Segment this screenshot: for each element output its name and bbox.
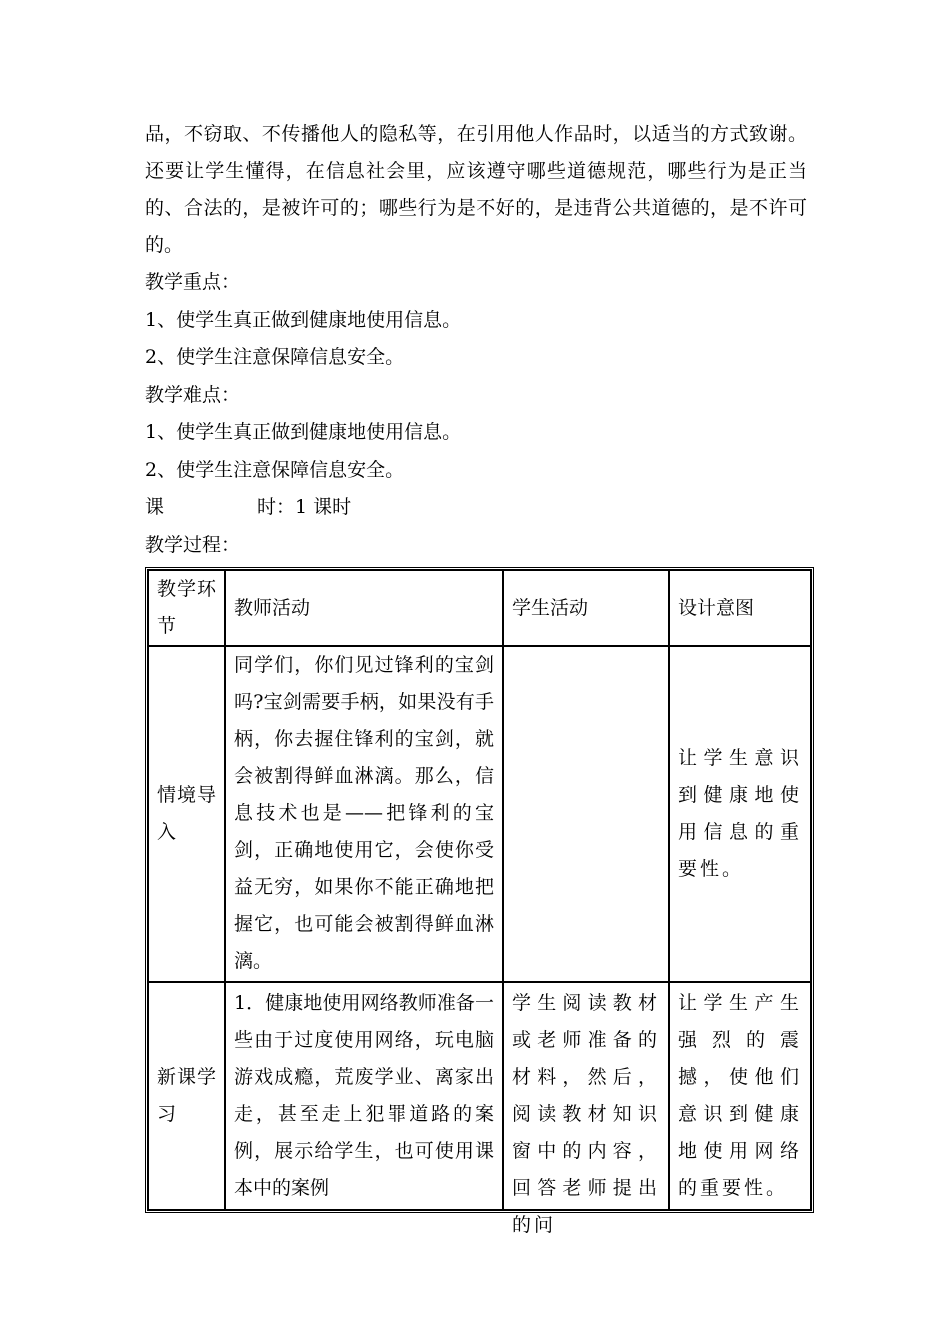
key-points-heading: 教学重点： bbox=[145, 271, 241, 293]
difficult-point-item: 1、使学生真正做到健康地使用信息。 bbox=[145, 421, 462, 443]
teacher-activity-text: 1．健康地使用网络教师准备一些由于过度使用网络，玩电脑游戏成瘾，荒废学业、离家出走，甚至走上犯罪道路的案例，展示给学生，也可使用课本中的案例 bbox=[234, 992, 494, 1199]
class-hours-label-a: 课 bbox=[145, 496, 165, 518]
document-body bbox=[145, 116, 807, 564]
teacher-activity-cell: 同学们，你们见过锋利的宝剑吗?宝剑需要手柄，如果没有手柄，你去握住锋利的宝剑，就会被割得鲜血淋漓。那么，信息技术也是——把锋利的宝剑，正确地使用它，会使你受益无穷，如果你不能正确地把握它，也可能会被割得鲜血淋漓。 bbox=[225, 646, 503, 982]
key-point-item: 2、使学生注意保障信息安全。 bbox=[145, 346, 405, 368]
design-intent-text: 让学生产生强烈的震撼，使他们意识到健康地使用网络的重要性。 bbox=[678, 992, 802, 1199]
key-point-item: 1、使学生真正做到健康地使用信息。 bbox=[145, 308, 462, 331]
design-intent-cell: 让学生意识到健康地使用信息的重要性。 bbox=[669, 646, 811, 982]
header-teacher-activity: 教师活动 bbox=[225, 570, 503, 646]
intro-paragraph: 品，不窃取、不传播他人的隐私等，在引用他人作品时，以适当的方式致谢。还要让学生懂得，在信息社会里，应该遵守哪些道德规范，哪些行为是正当的、合法的，是被许可的；哪些行为是不好的，是违背公共道德的，是不许可的。 bbox=[145, 123, 807, 256]
header-design-intent: 设计意图 bbox=[669, 570, 811, 646]
teacher-activity-cell bbox=[225, 982, 503, 1210]
stage-cell: 新课学习 bbox=[148, 982, 225, 1210]
class-hours-label-b: 时：1 课时 bbox=[257, 496, 352, 518]
difficult-points-heading: 教学难点： bbox=[145, 383, 241, 406]
header-stage: 教学环节 bbox=[148, 570, 225, 646]
student-activity-cell bbox=[503, 982, 669, 1236]
process-heading: 教学过程： bbox=[145, 533, 241, 556]
student-activity-text: 学生阅读教材或老师准备的材料，然后，阅读教材知识窗中的内容，回答老师提出的问 bbox=[512, 992, 660, 1236]
student-activity-cell bbox=[503, 646, 669, 982]
class-hours bbox=[145, 489, 807, 527]
table-row bbox=[148, 982, 811, 1210]
table-header-row bbox=[148, 570, 811, 646]
design-intent-cell bbox=[669, 982, 811, 1210]
table-row bbox=[148, 646, 811, 982]
difficult-point-item: 2、使学生注意保障信息安全。 bbox=[145, 458, 405, 481]
stage-cell: 情境导入 bbox=[148, 646, 225, 982]
teaching-process-table bbox=[145, 567, 814, 1236]
header-student-activity: 学生活动 bbox=[503, 570, 669, 646]
